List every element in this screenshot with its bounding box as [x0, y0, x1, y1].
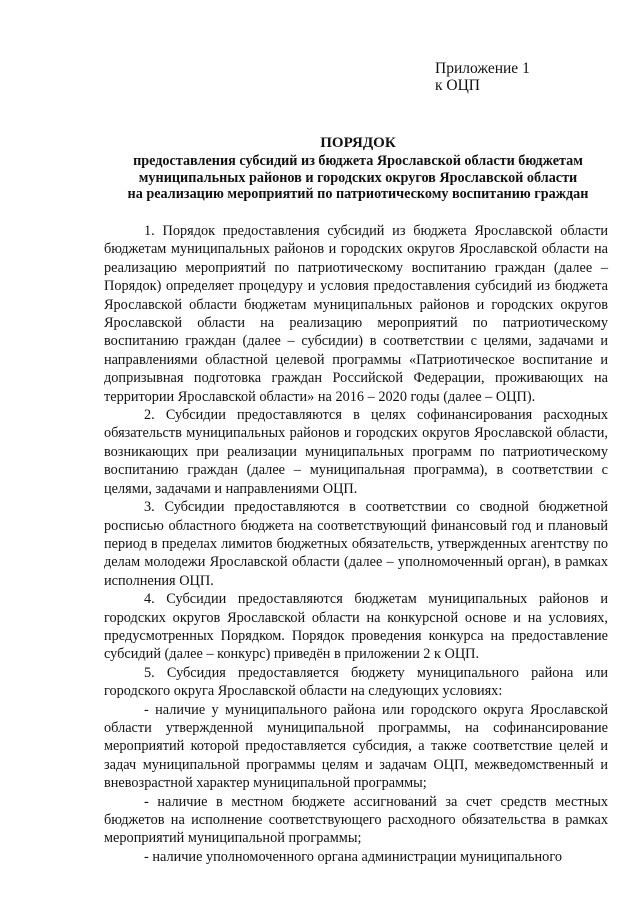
document-body — [104, 222, 608, 866]
title-line-3: на реализацию мероприятий по патриотическому воспитанию граждан — [127, 186, 589, 202]
annex-note — [435, 60, 530, 94]
title-line-2: муниципальных районов и городских округов Ярославской области — [138, 169, 578, 186]
list-item: - наличие у муниципального района или городского округа Ярославской области утвержденной муниципальной программы, на софинансирование мероприятий которой предоставляется субсидия, а также соответствие целей и задач муниципальной программы целям и задачам ОЦП, межведомственный и вневозрастной характер муниципальной программы; — [104, 701, 608, 792]
annex-line-2: к ОЦП — [435, 77, 480, 94]
annex-line-1: Приложение 1 — [435, 60, 530, 77]
paragraph: 3. Субсидии предоставляются в соответствии со сводной бюджетной росписью областного бюджета на соответствующий финансовый год и плановый период в пределах лимитов бюджетных обязательств, утвержденных агентству по делам молодежи Ярославской области (далее – уполномоченный орган), в рамках исполнения ОЦП. — [104, 499, 608, 589]
document-title — [100, 135, 616, 203]
paragraph: 1. Порядок предоставления субсидий из бюджета Ярославской области бюджетам муниципальных районов и городских округов Ярославской области на реализацию мероприятий по патриотическому воспитанию граждан (далее – Порядок) определяет процедуру и условия предоставления субсидий из бюджета Ярославской области бюджетам муниципальных районов и городских округов Ярославской области на реализацию мероприятий по патриотическому воспитанию граждан (далее – субсидии) в соответствии с целями, задачами и направлениями областной целевой программы «Патриотическое воспитание и допризывная подготовка граждан Российской Федерации, проживающих на территории Ярославской области» на 2016 – 2020 годы (далее – ОЦП). — [104, 223, 608, 405]
list-item: - наличие уполномоченного органа администрации муниципального — [144, 848, 562, 865]
paragraph: 4. Субсидии предоставляются бюджетам муниципальных районов и городских округов Ярославской области на конкурсной основе и на условиях, предусмотренных Порядком. Порядок проведения конкурса на предоставление субсидий (далее – конкурс) приведён в приложении 2 к ОЦП. — [104, 591, 608, 663]
title-line-1: предоставления субсидий из бюджета Ярославской области бюджетам — [133, 153, 583, 169]
title-heading: ПОРЯДОК — [320, 135, 396, 151]
list-item: - наличие в местном бюджете ассигнований за счет средств местных бюджетов на исполнение соответствующего расходного обязательства в рамках мероприятий муниципальной программы; — [104, 793, 608, 847]
paragraph: 2. Субсидии предоставляются в целях софинансирования расходных обязательств муниципальных районов и городских округов Ярославской области, возникающих при реализации муниципальных программ по патриотическому воспитанию граждан (далее – муниципальная программа), в соответствии с целями, задачами и направлениями ОЦП. — [104, 407, 608, 497]
paragraph: 5. Субсидия предоставляется бюджету муниципального района или городского округа Ярославской области на следующих условиях: — [104, 664, 608, 700]
